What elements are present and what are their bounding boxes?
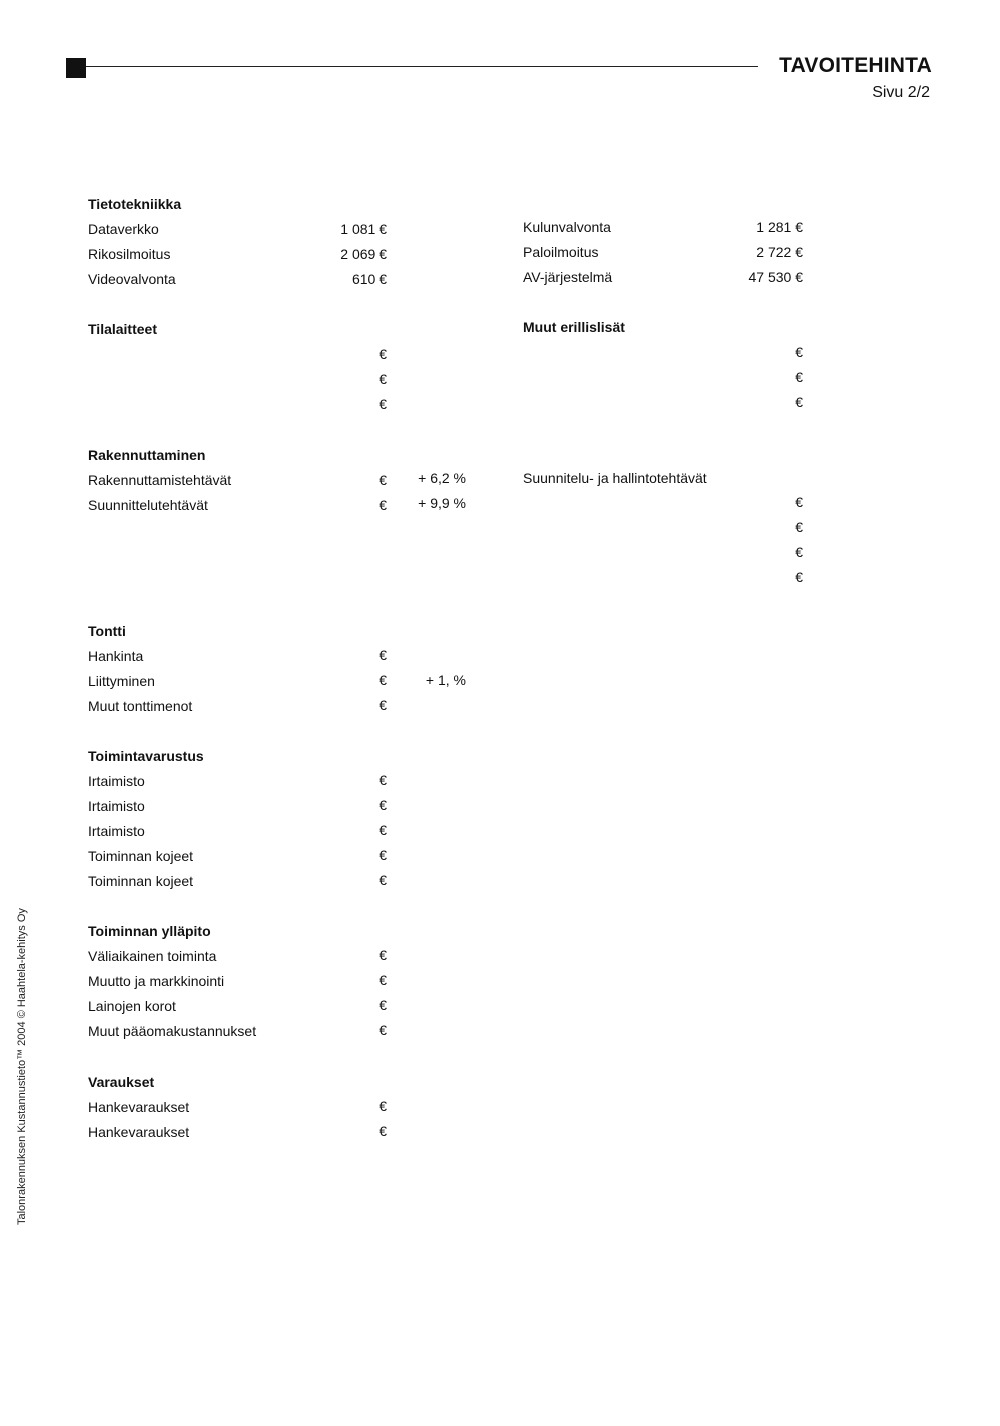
euro-sign: €: [379, 672, 387, 688]
euro-sign: €: [379, 772, 387, 788]
row-label: Hankevaraukset: [88, 1099, 190, 1115]
row-label: Muut tonttimenot: [88, 698, 193, 714]
euro-sign: €: [379, 847, 387, 863]
row-label: Toiminnan kojeet: [88, 873, 194, 889]
section-title-tontti: Tontti: [88, 623, 126, 639]
page-title: TAVOITEHINTA: [779, 54, 932, 77]
euro-sign: €: [379, 1022, 387, 1038]
section-title-muut-erillislisat: Muut erillislisät: [523, 319, 625, 335]
row-label: Liittyminen: [88, 673, 155, 689]
row-label: Suunnittelutehtävät: [88, 497, 208, 513]
row-amount: 1 081 €: [340, 221, 387, 237]
section-title-toimintavarustus: Toimintavarustus: [88, 748, 204, 764]
row-label: Irtaimisto: [88, 823, 145, 839]
section-title-toiminnan-yllapito: Toiminnan ylläpito: [88, 923, 211, 939]
euro-sign: €: [795, 344, 803, 360]
row-label: Dataverkko: [88, 221, 159, 237]
row-label: Paloilmoitus: [523, 244, 599, 260]
row-label: Lainojen korot: [88, 998, 176, 1014]
row-percent: + 1, %: [425, 672, 466, 688]
section-title-tietotekniikka: Tietotekniikka: [88, 196, 182, 212]
euro-sign: €: [379, 872, 387, 888]
row-label: Hankinta: [88, 648, 144, 664]
row-label: AV-järjestelmä: [523, 269, 613, 285]
euro-sign: €: [379, 647, 387, 663]
euro-sign: €: [795, 544, 803, 560]
row-amount: 2 722 €: [756, 244, 803, 260]
header-rule: [86, 66, 758, 67]
row-amount: 2 069 €: [340, 246, 387, 262]
page-number: Sivu 2/2: [872, 84, 930, 101]
euro-sign: €: [379, 472, 387, 488]
row-label: Irtaimisto: [88, 798, 145, 814]
row-label: Irtaimisto: [88, 773, 145, 789]
section-title-tilalaitteet: Tilalaitteet: [88, 321, 157, 337]
euro-sign: €: [379, 497, 387, 513]
row-label: Suunnitelu- ja hallintotehtävät: [523, 470, 707, 486]
euro-sign: €: [379, 947, 387, 963]
row-label: Muutto ja markkinointi: [88, 973, 225, 989]
euro-sign: €: [379, 1123, 387, 1139]
row-label: Hankevaraukset: [88, 1124, 190, 1140]
euro-sign: €: [379, 396, 387, 412]
euro-sign: €: [379, 972, 387, 988]
euro-sign: €: [379, 346, 387, 362]
row-label: Kulunvalvonta: [523, 219, 611, 235]
header-square-mark: [66, 58, 86, 78]
row-label: Rikosilmoitus: [88, 246, 171, 262]
euro-sign: €: [379, 371, 387, 387]
row-label: Toiminnan kojeet: [88, 848, 194, 864]
euro-sign: €: [379, 822, 387, 838]
row-label: Rakennuttamistehtävät: [88, 472, 232, 488]
row-label: Videovalvonta: [88, 271, 176, 287]
euro-sign: €: [795, 569, 803, 585]
section-title-varaukset: Varaukset: [88, 1074, 155, 1090]
row-amount: 1 281 €: [756, 219, 803, 235]
section-title-rakennuttaminen: Rakennuttaminen: [88, 447, 206, 463]
euro-sign: €: [379, 997, 387, 1013]
euro-sign: €: [379, 1098, 387, 1114]
row-percent: + 9,9 %: [418, 495, 466, 511]
row-amount: 47 530 €: [748, 269, 803, 285]
euro-sign: €: [795, 494, 803, 510]
row-amount: 610 €: [351, 271, 387, 287]
euro-sign: €: [795, 519, 803, 535]
euro-sign: €: [379, 697, 387, 713]
copyright-side-text: Talonrakennuksen Kustannustieto™ 2004 © Haahtela-kehitys Oy: [16, 908, 28, 1225]
euro-sign: €: [795, 394, 803, 410]
euro-sign: €: [379, 797, 387, 813]
row-label: Väliaikainen toiminta: [88, 948, 217, 964]
row-label: Muut pääomakustannukset: [88, 1023, 257, 1039]
row-percent: + 6,2 %: [418, 470, 466, 486]
euro-sign: €: [795, 369, 803, 385]
